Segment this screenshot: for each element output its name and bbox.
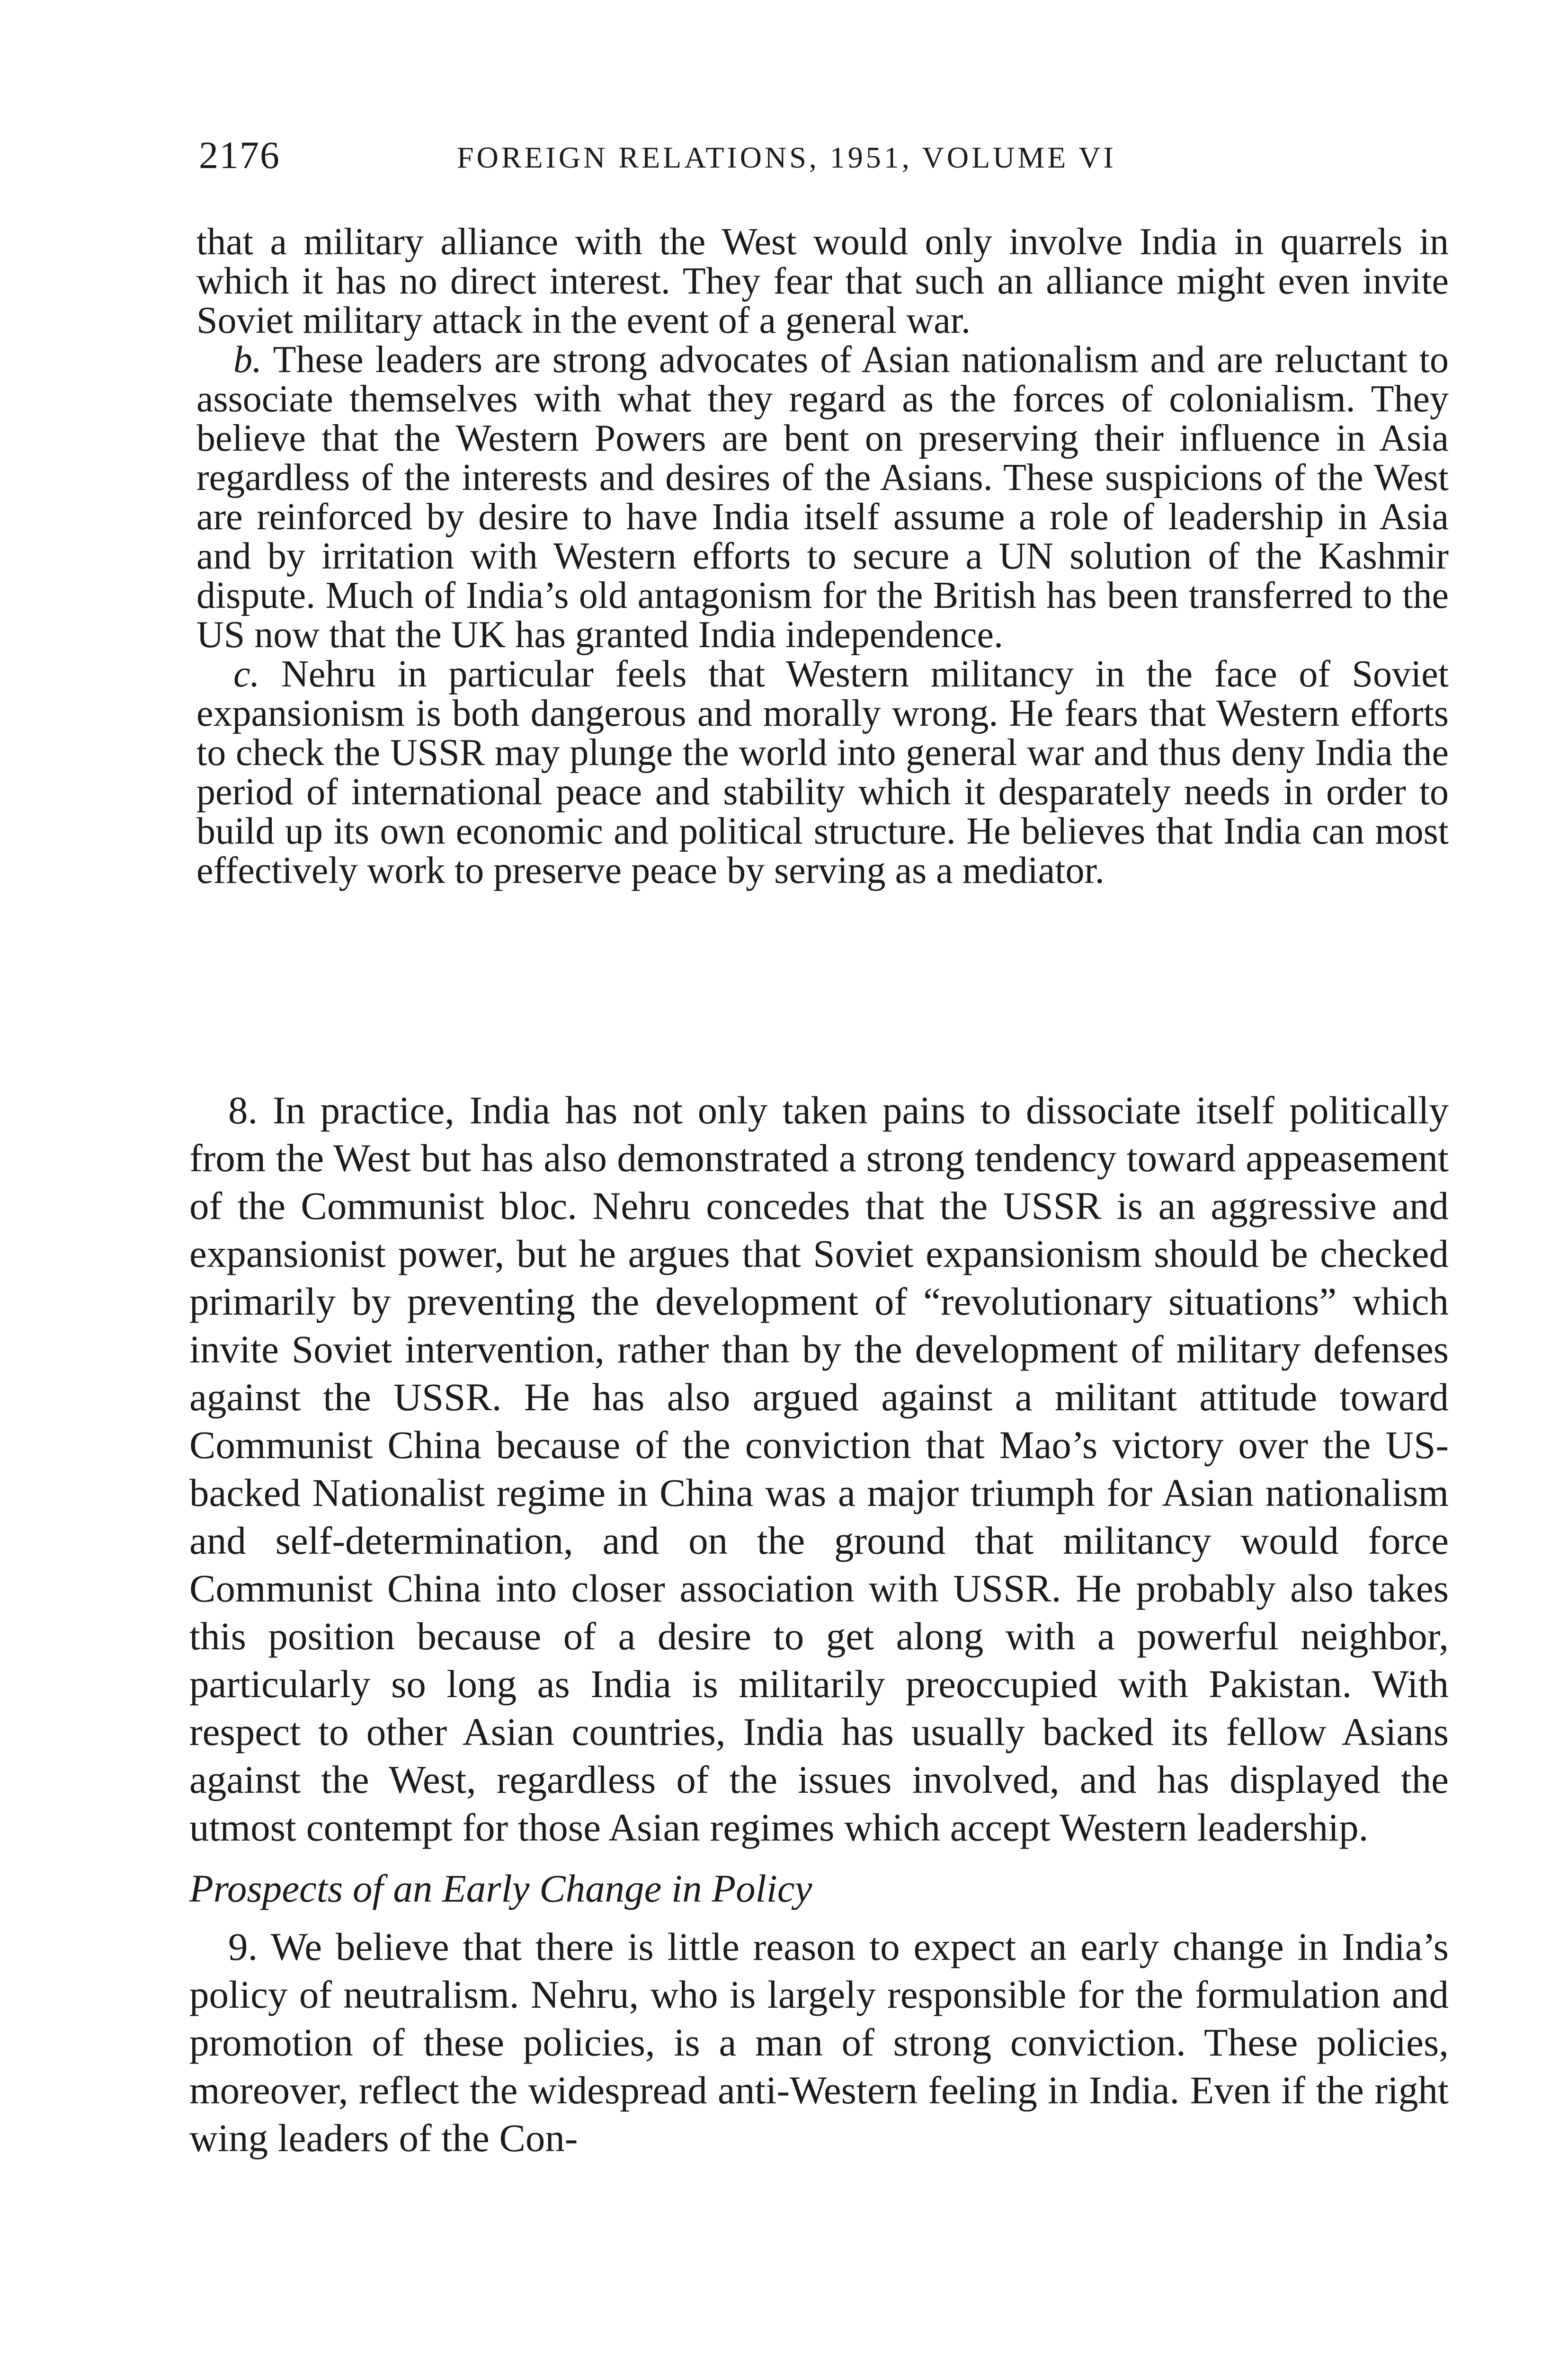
paragraph-9: 9. We believe that there is little reason to expect an early change in India’s policy of neutralism. Nehru, who is largely responsible for the formulation and promotion of these policies, is a man of strong conviction. These policies, moreover, reflect the widespread anti-Western feeling in India. Even if the right wing leaders of the Con- bbox=[189, 1925, 1449, 2160]
item-b-label: b. bbox=[233, 339, 262, 381]
item-b-text: These leaders are strong advocates of Asian nationalism and are reluctant to associate themselves with what they regard as the forces of colonialism. They believe that the Western Powers are bent on preserving their influence in Asia regardless of the interests and desires of the Asians. These suspicions of the West are reinforced by desire to have India itself assume a role of leadership in Asia and by irritation with Western efforts to secure a UN solution of the Kashmir dispute. Much of India’s old antagonism for the British has been transferred to the US now that the UK has granted India independence. bbox=[196, 339, 1449, 656]
body-text-small bbox=[196, 222, 1449, 890]
running-head bbox=[199, 127, 1449, 184]
continuation-paragraph: that a military alliance with the West would only involve India in quarrels in which it has no direct interest. They fear that such an alliance might even invite Soviet military attack in the event of a general war. bbox=[196, 221, 1449, 341]
section-heading: Prospects of an Early Change in Policy bbox=[189, 1867, 812, 1910]
item-c-label: c. bbox=[233, 653, 260, 695]
item-c-paragraph bbox=[196, 655, 1449, 890]
item-b-paragraph bbox=[196, 340, 1449, 655]
page-number: 2176 bbox=[199, 133, 280, 177]
body-text-large bbox=[189, 1086, 1449, 2162]
item-c-text: Nehru in particular feels that Western militancy in the face of Soviet expansionism is both dangerous and morally wrong. He fears that Western efforts to check the USSR may plunge the world into general war and thus deny India the period of international peace and stability which it desparately needs in order to build up its own economic and political structure. He believes that India can most effectively work to preserve peace by serving as a mediator. bbox=[196, 653, 1449, 891]
running-title: FOREIGN RELATIONS, 1951, VOLUME VI bbox=[457, 141, 1116, 174]
paragraph-8: 8. In practice, India has not only taken pains to dissociate itself politically from the West but has also demonstrated a strong tendency toward appeasement of the Communist bloc. Nehru concedes that the USSR is an aggressive and expansionist power, but he argues that Soviet expansionism should be checked primarily by preventing the development of “revolutionary situations” which invite Soviet intervention, rather than by the development of military defenses against the USSR. He has also argued against a militant attitude toward Communist China because of the conviction that Mao’s victory over the US-backed Nationalist regime in China was a major triumph for Asian nationalism and self-determination, and on the ground that militancy would force Communist China into closer association with USSR. He probably also takes this position because of a desire to get along with a powerful neighbor, particularly so long as India is militarily preoccupied with Pakistan. With respect to other Asian countries, India has usually backed its fellow Asians against the West, regardless of the issues involved, and has displayed the utmost contempt for those Asian regimes which accept Western leadership. bbox=[189, 1088, 1449, 1849]
